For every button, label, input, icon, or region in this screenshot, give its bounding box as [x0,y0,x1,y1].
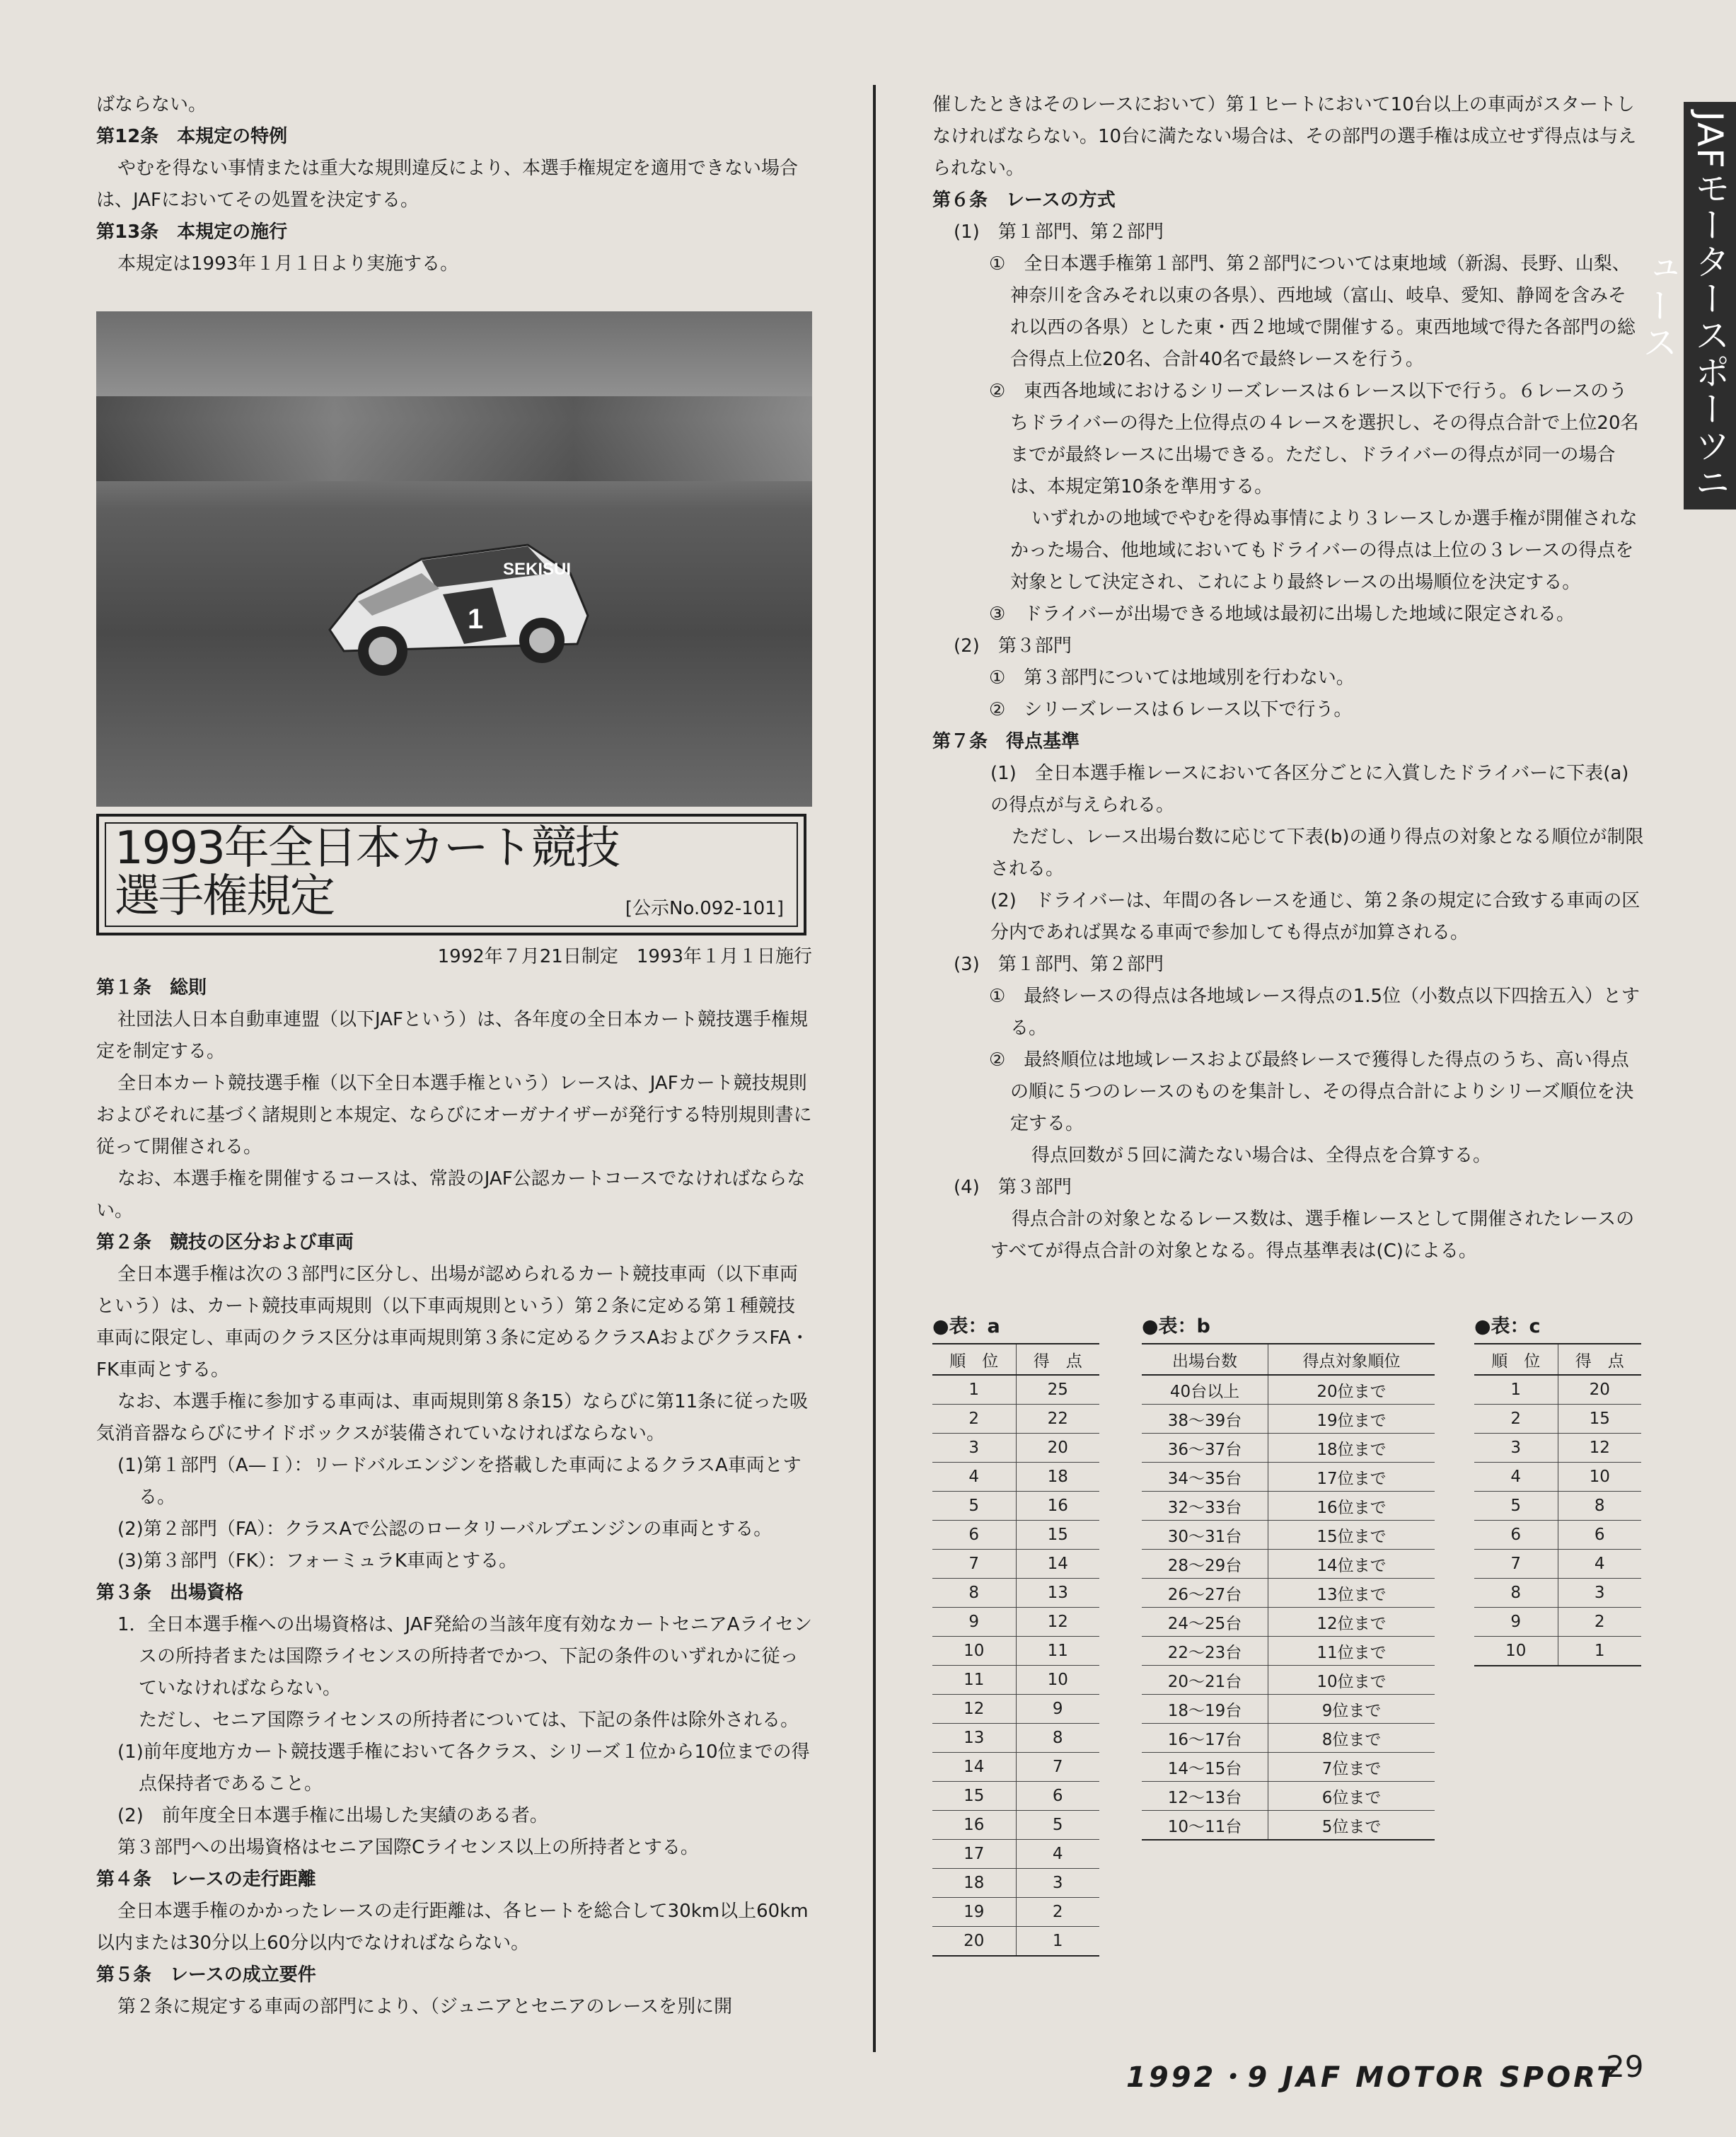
table-cell: 12位まで [1268,1608,1435,1637]
table-cell: 1 [1474,1375,1558,1405]
table-cell: 1 [932,1375,1016,1405]
table-cell: 16〜17台 [1142,1724,1268,1753]
table-cell: 7位まで [1268,1753,1435,1782]
table-row [1142,1521,1435,1550]
paragraph: 全日本カート競技選手権（以下全日本選手権という）レースは、JAFカート競技規則およびそれに基づく諸規則と本規定、ならびにオーガナイザーが発行する特別規則書に従って開催される。 [96,1073,812,1158]
table-cell: 15 [1016,1521,1099,1550]
car-sponsor-text: SEKISUI [503,560,572,579]
table-cell: 2 [1016,1898,1099,1927]
table-cell: 30〜31台 [1142,1521,1268,1550]
paragraph: ① 第３部門については地域別を行わない。 [989,667,1355,689]
paragraph: ばならない。 [96,94,207,115]
table-b [1142,1311,1435,1841]
table-row [1142,1434,1435,1463]
section-heading: 第５条 レースの成立要件 [96,1964,316,1986]
table-cell: 16位まで [1268,1492,1435,1521]
table-row [932,1840,1099,1869]
paragraph: ① 最終レースの得点は各地域レース得点の1.5位（小数点以下四捨五入）とする。 [989,986,1640,1039]
table-header-cell: 得 点 [1016,1344,1099,1375]
table-cell: 17位まで [1268,1463,1435,1492]
table-cell: 12 [1016,1608,1099,1637]
table-row [932,1724,1099,1753]
table-cell: 18 [932,1869,1016,1898]
left-body-text [96,972,812,2023]
table-row [932,1434,1099,1463]
table-row [932,1405,1099,1434]
table-a-caption: ●表：a [932,1315,1000,1337]
paragraph: 全日本選手権のかかったレースの走行距離は、各ヒートを総合して30km以上60km以内または30分以上60分以内でなければならない。 [96,1901,809,1954]
table-row [1142,1666,1435,1695]
table-cell: 10位まで [1268,1666,1435,1695]
table-row [1142,1492,1435,1521]
car-number-text: 1 [468,604,484,635]
table-cell: 2 [1558,1608,1641,1637]
table-cell: 2 [932,1405,1016,1434]
article-title-box [96,814,806,935]
paragraph: ② 最終順位は地域レースおよび最終レースで獲得した得点のうち、高い得点の順に５つのレースのものを集計し、その得点合計によりシリーズ順位を決定する。 [989,1049,1634,1134]
table-cell: 7 [1016,1753,1099,1782]
table-cell: 8 [1016,1724,1099,1753]
section-heading: 第12条 本規定の特例 [96,126,288,147]
table-row [1474,1550,1641,1579]
table-cell: 1 [1558,1637,1641,1666]
table-cell: 18位まで [1268,1434,1435,1463]
table-cell: 19位まで [1268,1405,1435,1434]
table-row [1474,1579,1641,1608]
paragraph: 得点合計の対象となるレース数は、選手権レースとして開催されたレースのすべてが得点合計の対象となる。得点基準表は(C)による。 [990,1209,1635,1262]
table-row [1142,1724,1435,1753]
paragraph: 催したときはそのレースにおいて）第１ヒートにおいて10台以上の車両がスタートしなければならない。10台に満たない場合は、その部門の選手権は成立せず得点は与えられない。 [932,94,1637,179]
table-cell: 12 [1558,1434,1641,1463]
table-cell: 6 [1474,1521,1558,1550]
section-heading: 第７条 得点基準 [932,731,1080,752]
paragraph: ② シリーズレースは６レース以下で行う。 [989,699,1353,720]
score-tables [932,1311,1644,1976]
table-row [1142,1753,1435,1782]
table-cell: 40台以上 [1142,1375,1268,1405]
section-heading: 第３条 出場資格 [96,1582,244,1603]
table-a [932,1311,1099,1957]
paragraph: いずれかの地域でやむを得ぬ事情により３レースしか選手権が開催されなかった場合、他地域においてもドライバーの得点は上位の３レースの得点を対象として決定され、これにより最終レースの出場順位を決定する。 [1010,508,1638,593]
table-header-cell: 得 点 [1558,1344,1641,1375]
left-column [96,89,812,2023]
paragraph: (2)第２部門（FA）：クラスAで公認のロータリーバルブエンジンの車両とする。 [117,1519,772,1540]
paragraph: (3)第３部門（FK）：フォーミュラK車両とする。 [117,1550,518,1572]
table-row [932,1782,1099,1811]
column-divider [873,85,876,2052]
paragraph: ② 東西各地域におけるシリーズレースは６レース以下で行う。６レースのうちドライバーの得た上位得点の４レースを選択し、その得点合計で上位20名までが最終レースに出場できる。ただし、ドライバーの得点が同一の場合は、本規定第10条を準用する。 [989,381,1639,497]
paragraph: ③ ドライバーが出場できる地域は最初に出場した地域に限定される。 [989,604,1575,625]
paragraph: 全日本選手権は次の３部門に区分し、出場が認められるカート競技車両（以下車両という）は、カート競技車両規則（以下車両規則という）第２条に定める第１種競技車両に限定し、車両のクラス区分は車両規則第３条に定めるクラスAおよびクラスFA・FK車両とする。 [96,1264,809,1381]
article-title-line2: 選手権規定 [115,870,334,923]
table-row [932,1463,1099,1492]
table-cell: 3 [1016,1869,1099,1898]
paragraph: ① 全日本選手権第１部門、第２部門については東地域（新潟、長野、山梨、神奈川を含みそれ以東の各県）、西地域（富山、岐阜、愛知、静岡を含みそれ以西の各県）とした東・西２地域で開催する。東西地域で得た各部門の総合得点上位20名、合計40名で最終レースを行う。 [989,253,1636,370]
table-cell: 26〜27台 [1142,1579,1268,1608]
table-cell: 10 [932,1637,1016,1666]
section-heading: 第13条 本規定の施行 [96,221,288,243]
paragraph: (1)第１部門（A—Ｉ）：リードバルエンジンを搭載した車両によるクラスA車両とする。 [117,1455,802,1508]
table-cell: 20位まで [1268,1375,1435,1405]
table-row [1142,1375,1435,1405]
table-row [932,1898,1099,1927]
table-row [1142,1695,1435,1724]
paragraph: 社団法人日本自動車連盟（以下JAFという）は、各年度の全日本カート競技選手権規定を制定する。 [96,1009,808,1062]
table-cell: 9 [1016,1695,1099,1724]
paragraph: (1) 全日本選手権レースにおいて各区分ごとに入賞したドライバーに下表(a)の得点が与えられる。 [990,763,1629,816]
table-cell: 5 [932,1492,1016,1521]
paragraph: 第２条に規定する車両の部門により、（ジュニアとセニアのレースを別に開 [117,1996,733,2017]
rally-car-photo [96,311,812,807]
table-row [1142,1550,1435,1579]
table-cell: 24〜25台 [1142,1608,1268,1637]
table-cell: 20 [932,1927,1016,1957]
table-cell: 34〜35台 [1142,1463,1268,1492]
publication-number: [公示No.092-101] [625,898,784,919]
table-header-cell: 順 位 [1474,1344,1558,1375]
table-cell: 14 [932,1753,1016,1782]
table-cell: 20〜21台 [1142,1666,1268,1695]
table-row [1142,1463,1435,1492]
table-cell: 6 [1016,1782,1099,1811]
table-row [932,1375,1099,1405]
table-row [1142,1579,1435,1608]
table-cell: 4 [1016,1840,1099,1869]
paragraph: (4) 第３部門 [954,1177,1072,1198]
table-cell: 12 [932,1695,1016,1724]
paragraph: ただし、レース出場台数に応じて下表(b)の通り得点の対象となる順位が制限される。 [990,826,1644,880]
table-cell: 10〜11台 [1142,1811,1268,1841]
table-cell: 15位まで [1268,1521,1435,1550]
section-tab: JAFモータースポーツニュース [1684,102,1736,509]
section-heading: 第１条 総則 [96,977,207,998]
table-row [1474,1434,1641,1463]
table-cell: 11 [1016,1637,1099,1666]
table-row [1474,1521,1641,1550]
magazine-footer: 1992・9 JAF MOTOR SPORT [1126,2061,1619,2094]
enactment-dates: 1992年７月21日制定 1993年１月１日施行 [437,946,812,967]
table-cell: 20 [1558,1375,1641,1405]
table-row [932,1753,1099,1782]
table-cell: 3 [1474,1434,1558,1463]
table-cell: 13 [1016,1579,1099,1608]
table-cell: 9位まで [1268,1695,1435,1724]
table-cell: 8 [1474,1579,1558,1608]
table-cell: 4 [1558,1550,1641,1579]
table-cell: 11 [932,1666,1016,1695]
table-row [1474,1463,1641,1492]
article-title-line1: 1993年全日本カート競技 [115,822,619,875]
table-c-caption: ●表：c [1474,1315,1541,1337]
table-cell: 8 [932,1579,1016,1608]
paragraph: (1) 第１部門、第２部門 [954,221,1164,243]
table-header-cell: 得点対象順位 [1268,1344,1435,1375]
table-cell: 22 [1016,1405,1099,1434]
table-cell: 18 [1016,1463,1099,1492]
table-cell: 6位まで [1268,1782,1435,1811]
table-cell: 1 [1016,1927,1099,1957]
paragraph: (2) ドライバーは、年間の各レースを通じ、第２条の規定に合致する車両の区分内であれば異なる車両で参加しても得点が加算される。 [990,890,1640,943]
paragraph: (2) 前年度全日本選手権に出場した実績のある者。 [117,1805,548,1826]
paragraph: (1)前年度地方カート競技選手権において各クラス、シリーズ１位から10位までの得点保持者であること。 [117,1741,810,1795]
table-cell: 16 [932,1811,1016,1840]
table-row [1142,1782,1435,1811]
table-cell: 5 [1474,1492,1558,1521]
table-cell: 38〜39台 [1142,1405,1268,1434]
section-heading: 第２条 競技の区分および車両 [96,1232,354,1253]
paragraph: なお、本選手権に参加する車両は、車両規則第８条15）ならびに第11条に従った吸気消音器ならびにサイドボックスが装備されていなければならない。 [96,1391,809,1444]
paragraph: 得点回数が５回に満たない場合は、全得点を合算する。 [1031,1145,1492,1166]
page-number: 29 [1606,2049,1644,2084]
table-cell: 17 [932,1840,1016,1869]
table-row [932,1579,1099,1608]
table-cell: 15 [1558,1405,1641,1434]
table-cell: 36〜37台 [1142,1434,1268,1463]
table-row [932,1811,1099,1840]
right-body-text [932,89,1644,1267]
table-cell: 9 [1474,1608,1558,1637]
table-row [1142,1608,1435,1637]
table-cell: 14 [1016,1550,1099,1579]
table-cell: 13位まで [1268,1579,1435,1608]
paragraph: 第３部門への出場資格はセニア国際Cライセンス以上の所持者とする。 [117,1837,699,1858]
table-cell: 28〜29台 [1142,1550,1268,1579]
section-heading: 第４条 レースの走行距離 [96,1869,316,1890]
table-cell: 7 [932,1550,1016,1579]
table-row [932,1666,1099,1695]
table-cell: 3 [1558,1579,1641,1608]
table-row [932,1927,1099,1957]
table-cell: 6 [1558,1521,1641,1550]
table-cell: 14〜15台 [1142,1753,1268,1782]
table-cell: 6 [932,1521,1016,1550]
table-cell: 20 [1016,1434,1099,1463]
paragraph: 本規定は1993年１月１日より実施する。 [117,253,459,275]
table-cell: 12〜13台 [1142,1782,1268,1811]
table-row [932,1695,1099,1724]
table-row [1474,1608,1641,1637]
table-cell: 15 [932,1782,1016,1811]
table-row [932,1492,1099,1521]
table-row [1474,1637,1641,1666]
table-cell: 9 [932,1608,1016,1637]
paragraph: (2) 第３部門 [954,635,1072,657]
table-cell: 7 [1474,1550,1558,1579]
paragraph: ただし、セニア国際ライセンスの所持者については、下記の条件は除外される。 [139,1710,799,1731]
table-cell: 5位まで [1268,1811,1435,1841]
table-cell: 10 [1474,1637,1558,1666]
table-row [1142,1811,1435,1841]
table-cell: 10 [1016,1666,1099,1695]
table-c [1474,1311,1641,1666]
table-header-cell: 順 位 [932,1344,1016,1375]
table-cell: 22〜23台 [1142,1637,1268,1666]
table-cell: 4 [1474,1463,1558,1492]
table-cell: 13 [932,1724,1016,1753]
table-cell: 3 [932,1434,1016,1463]
table-cell: 19 [932,1898,1016,1927]
table-cell: 2 [1474,1405,1558,1434]
table-row [1142,1637,1435,1666]
car-illustration [316,509,598,686]
table-header-cell: 出場台数 [1142,1344,1268,1375]
table-cell: 32〜33台 [1142,1492,1268,1521]
table-row [1474,1492,1641,1521]
table-row [932,1608,1099,1637]
paragraph: 1．全日本選手権への出場資格は、JAF発給の当該年度有効なカートセニアAライセンスの所持者または国際ライセンスの所持者でかつ、下記の条件のいずれかに従っていなければならない。 [117,1614,812,1699]
left-top-text [96,89,812,280]
table-cell: 25 [1016,1375,1099,1405]
table-row [932,1550,1099,1579]
section-heading: 第６条 レースの方式 [932,190,1116,211]
table-cell: 4 [932,1463,1016,1492]
table-b-caption: ●表：b [1142,1315,1210,1337]
table-row [932,1521,1099,1550]
table-row [932,1869,1099,1898]
table-cell: 14位まで [1268,1550,1435,1579]
table-row [1474,1375,1641,1405]
table-cell: 10 [1558,1463,1641,1492]
right-column [932,89,1644,1267]
table-cell: 16 [1016,1492,1099,1521]
paragraph: やむを得ない事情または重大な規則違反により、本選手権規定を適用できない場合は、JAFにおいてその処置を決定する。 [96,158,799,211]
table-cell: 8 [1558,1492,1641,1521]
table-row [932,1637,1099,1666]
paragraph: なお、本選手権を開催するコースは、常設のJAF公認カートコースでなければならない。 [96,1168,806,1221]
paragraph: (3) 第１部門、第２部門 [954,954,1164,975]
table-cell: 18〜19台 [1142,1695,1268,1724]
table-row [1142,1405,1435,1434]
table-cell: 8位まで [1268,1724,1435,1753]
table-cell: 5 [1016,1811,1099,1840]
table-row [1474,1405,1641,1434]
table-cell: 11位まで [1268,1637,1435,1666]
